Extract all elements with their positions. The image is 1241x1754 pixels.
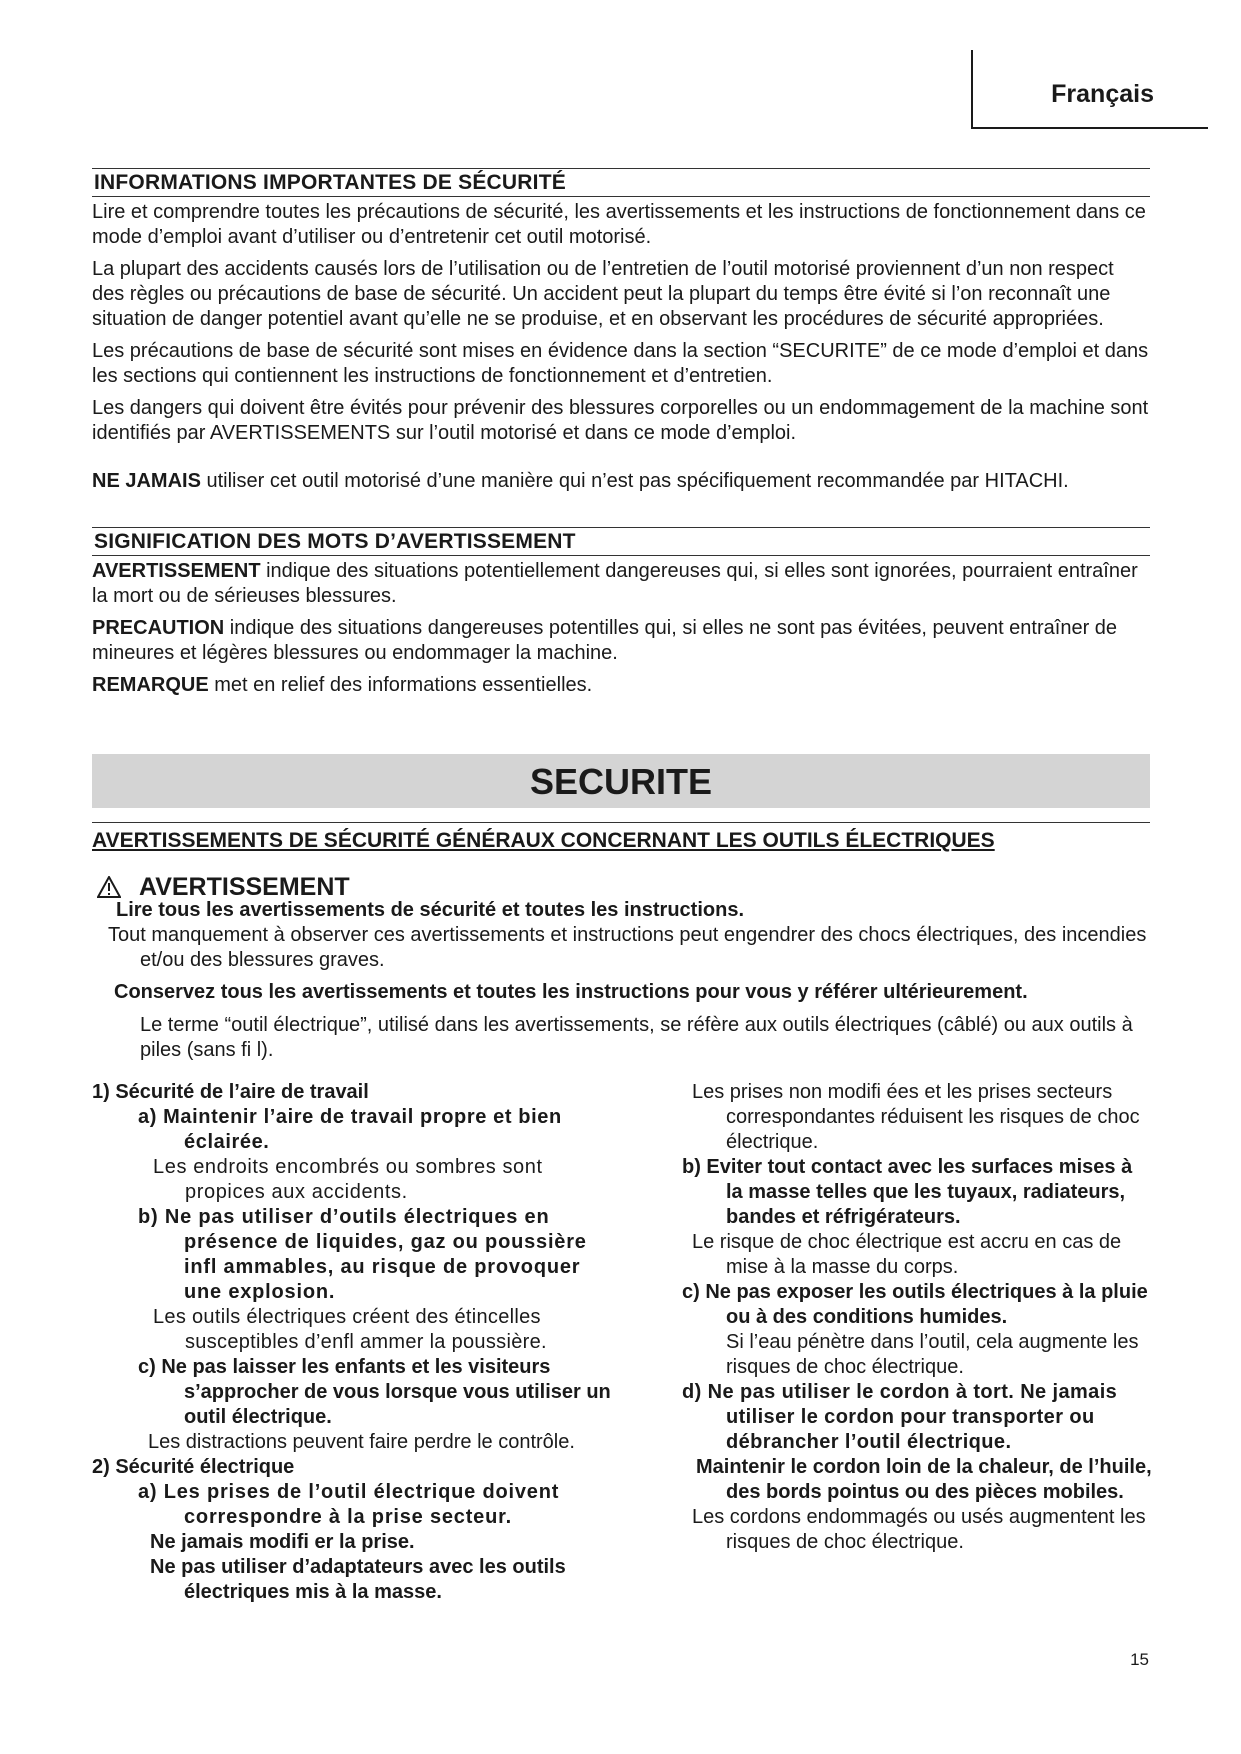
paragraph: Les dangers qui doivent être évités pour prévenir des blessures corporelles ou un endommagement de la machine sont identifiés par AVERTISSEMENTS sur l’outil motorisé et dans ce mode d’emploi. [92, 397, 1149, 444]
general-warnings-heading: AVERTISSEMENTS DE SÉCURITÉ GÉNÉRAUX CONCERNANT LES OUTILS ÉLECTRIQUES [92, 822, 1150, 853]
warning-line-term: Le terme “outil électrique”, utilisé dans les avertissements, se réfère aux outils électriques (câblé) ou aux outils à piles (sans fi l). [140, 1014, 1133, 1061]
warning-line-consequence: Tout manquement à observer ces avertissements et instructions peut engendrer des chocs électriques, des incendies et/ou des blessures graves. [108, 924, 1147, 971]
section-heading: INFORMATIONS IMPORTANTES DE SÉCURITÉ [92, 168, 1150, 197]
section-heading: SIGNIFICATION DES MOTS D’AVERTISSEMENT [92, 527, 1150, 556]
item-r1-text: Les prises non modifi ées et les prises secteurs correspondantes réduisent les risques de choc électrique. [692, 1081, 1140, 1153]
definition-warning [92, 559, 1150, 609]
term-text: met en relief des informations essentielles. [208, 674, 593, 696]
term: AVERTISSEMENT [92, 560, 261, 582]
item-d-text: Les cordons endommagés ou usés augmentent les risques de choc électrique. [692, 1506, 1146, 1553]
item-d-title: d) Ne pas utiliser le cordon à tort. Ne jamais utiliser le cordon pour transporter ou débrancher l’outil électrique. [682, 1381, 1118, 1453]
item-b-title: b) Eviter tout contact avec les surfaces mises à la masse telles que les tuyaux, radiateurs, bandes et réfrigérateurs. [682, 1156, 1133, 1228]
item-a2-title: a) Les prises de l’outil électrique doivent correspondre à la prise secteur. [138, 1481, 560, 1528]
item-c-text: Les distractions peuvent faire perdre le contrôle. [148, 1431, 575, 1453]
item-c-text: Si l’eau pénètre dans l’outil, cela augmente les risques de choc électrique. [726, 1331, 1139, 1378]
securite-banner: SECURITE [92, 754, 1150, 808]
page-number: 15 [1130, 1650, 1149, 1669]
list-heading-electrical: 2) Sécurité électrique [92, 1456, 295, 1478]
item-c-title: c) Ne pas laisser les enfants et les visiteurs s’approcher de vous lorsque vous utiliser un outil électrique. [138, 1356, 611, 1428]
language-label: Français [1051, 80, 1154, 108]
item-c-title: c) Ne pas exposer les outils électriques à la pluie ou à des conditions humides. [682, 1281, 1148, 1328]
warning-line-read: Lire tous les avertissements de sécurité et toutes les instructions. [116, 899, 744, 921]
definition-note [92, 673, 1150, 698]
term-text: indique des situations potentiellement dangereuses qui, si elles sont ignorées, pourraient entraîner la mort ou de sérieuses blessures. [92, 560, 1138, 607]
item-a2-note: Ne jamais modifi er la prise. [150, 1531, 415, 1553]
language-tab [971, 50, 1208, 129]
item-a-title: a) Maintenir l’aire de travail propre et bien éclairée. [138, 1106, 562, 1153]
right-column [682, 1080, 1152, 1555]
paragraph-never [92, 469, 1150, 494]
definition-caution [92, 616, 1150, 666]
section-warning-words [92, 527, 1150, 698]
left-column [92, 1080, 622, 1605]
term: REMARQUE [92, 674, 209, 696]
paragraph: Les précautions de base de sécurité sont mises en évidence dans la section “SECURITE” de ce mode d’emploi et dans les sections qui contiennent les instructions de fonctionnement et d’entretien. [92, 340, 1149, 387]
paragraph: La plupart des accidents causés lors de l’utilisation ou de l’entretien de l’outil motorisé proviennent d’un non respect des règles ou précautions de base de sécurité. Un accident peut la plupart du temps être évité si l’on reconnaît une situation de danger potentiel avant qu’elle ne se produise, et en observant les procédures de sécurité appropriées. [92, 258, 1114, 330]
never-label: NE JAMAIS [92, 470, 201, 492]
item-b-title: b) Ne pas utiliser d’outils électriques en présence de liquides, gaz ou poussière infl ammables, au risque de provoquer une explosion. [138, 1206, 587, 1303]
paragraph: Lire et comprendre toutes les précautions de sécurité, les avertissements et les instructions de fonctionnement dans ce mode d’emploi avant d’utiliser ou d’entretenir cet outil motorisé. [92, 201, 1146, 248]
list-heading-work-area: 1) Sécurité de l’aire de travail [92, 1081, 369, 1103]
term: PRECAUTION [92, 617, 225, 639]
never-text: utiliser cet outil motorisé d’une manière qui n’est pas spécifiquement recommandée par HITACHI. [200, 470, 1069, 492]
warning-title: AVERTISSEMENT [139, 873, 350, 901]
term-text: indique des situations dangereuses potentilles qui, si elles ne sont pas évitées, peuvent entraîner de mineures et légères blessures ou endommager la machine. [92, 617, 1118, 664]
warning-triangle-icon [97, 876, 121, 898]
warning-block [116, 898, 1136, 923]
section-important-safety [92, 168, 1150, 494]
item-d-title-cont: Maintenir le cordon loin de la chaleur, de l’huile, des bords pointus ou des pièces mobiles. [696, 1456, 1152, 1503]
item-a-text: Les endroits encombrés ou sombres sont propices aux accidents. [153, 1156, 543, 1203]
item-b-text: Le risque de choc électrique est accru en cas de mise à la masse du corps. [692, 1231, 1122, 1278]
item-a2-note: Ne pas utiliser d’adaptateurs avec les outils électriques mis à la masse. [150, 1556, 566, 1603]
item-b-text: Les outils électriques créent des étincelles susceptibles d’enfl ammer la poussière. [153, 1306, 547, 1353]
warning-line-keep: Conservez tous les avertissements et toutes les instructions pour vous y référer ultérieurement. [114, 981, 1028, 1003]
